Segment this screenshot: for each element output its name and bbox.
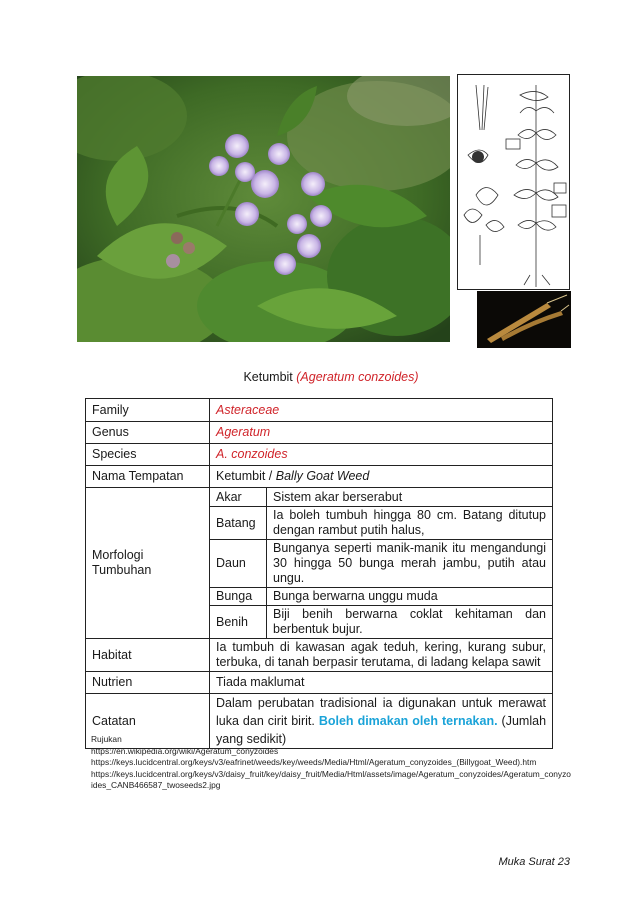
habitat-label: Habitat <box>86 639 210 672</box>
habitat-value: Ia tumbuh di kawasan agak teduh, kering, kurang subur, terbuka, di tanah berpasir terutama, di ladang kelapa sawit <box>210 639 553 672</box>
row-genus <box>86 422 553 444</box>
references-title: Rujukan <box>91 734 122 744</box>
family-value: Asteraceae <box>210 399 553 422</box>
local-name-plain: Ketumbit / <box>216 469 276 483</box>
caption-common-name: Ketumbit <box>243 370 293 384</box>
row-family <box>86 399 553 422</box>
morph-desc-batang: Ia boleh tumbuh hingga 80 cm. Batang ditutup dengan rambut putih halus, <box>267 507 553 540</box>
figure-caption <box>0 370 638 384</box>
caption-scientific-name: (Ageratum conzoides) <box>296 370 419 384</box>
row-morph-akar <box>86 488 553 507</box>
morph-desc-akar: Sistem akar berserabut <box>267 488 553 507</box>
morph-part-bunga: Bunga <box>210 588 267 606</box>
family-label: Family <box>86 399 210 422</box>
morph-part-akar: Akar <box>210 488 267 507</box>
morph-part-benih: Benih <box>210 606 267 639</box>
seeds-photo <box>477 291 571 348</box>
local-name-english: Bally Goat Weed <box>275 469 370 483</box>
nutrient-label: Nutrien <box>86 672 210 694</box>
species-label: Species <box>86 444 210 466</box>
notes-highlight: Boleh dimakan oleh ternakan. <box>318 714 498 728</box>
genus-label: Genus <box>86 422 210 444</box>
row-local-name <box>86 466 553 488</box>
morph-desc-benih: Biji benih berwarna coklat kehitaman dan berbentuk bujur. <box>267 606 553 639</box>
morph-desc-daun: Bunganya seperti manik-manik itu mengandungi 30 hingga 50 bunga merah jambu, putih atau ungu. <box>267 540 553 588</box>
morph-desc-bunga: Bunga berwarna unggu muda <box>267 588 553 606</box>
notes-label: Catatan <box>86 694 210 749</box>
reference-link-2[interactable]: https://keys.lucidcentral.org/keys/v3/eafrinet/weeds/key/weeds/Media/Html/Ageratum_conyzoides_(Billygoat_Weed).htm <box>91 757 537 767</box>
local-name-value <box>210 466 553 488</box>
morphology-label: Morfologi Tumbuhan <box>86 488 210 639</box>
morph-part-batang: Batang <box>210 507 267 540</box>
botanical-illustration <box>457 74 570 290</box>
row-species <box>86 444 553 466</box>
species-value: A. conzoides <box>210 444 553 466</box>
page-number: Muka Surat 23 <box>498 856 570 868</box>
plant-info-table <box>85 398 553 749</box>
row-habitat <box>86 639 553 672</box>
notes-text: Dalam perubatan tradisional ia digunakan untuk merawat luka dan cirit birit. <box>216 696 547 728</box>
nutrient-value: Tiada maklumat <box>210 672 553 694</box>
reference-link-3[interactable]: https://keys.lucidcentral.org/keys/v3/daisy_fruit/key/daisy_fruit/Media/Html/assets/image/Ageratum_conyzoides/Ageratum_conyzoides_CANB466587_twoseeds2.jpg <box>91 768 571 790</box>
references <box>91 734 571 792</box>
notes-after: (Jumlah yang sedikit) <box>216 714 547 746</box>
row-nutrient <box>86 672 553 694</box>
genus-value: Ageratum <box>210 422 553 444</box>
morph-part-daun: Daun <box>210 540 267 588</box>
reference-link-1[interactable]: https://en.wikipedia.org/wiki/Ageratum_conyzoides <box>91 745 279 756</box>
local-name-label: Nama Tempatan <box>86 466 210 488</box>
plant-photo <box>77 76 450 342</box>
